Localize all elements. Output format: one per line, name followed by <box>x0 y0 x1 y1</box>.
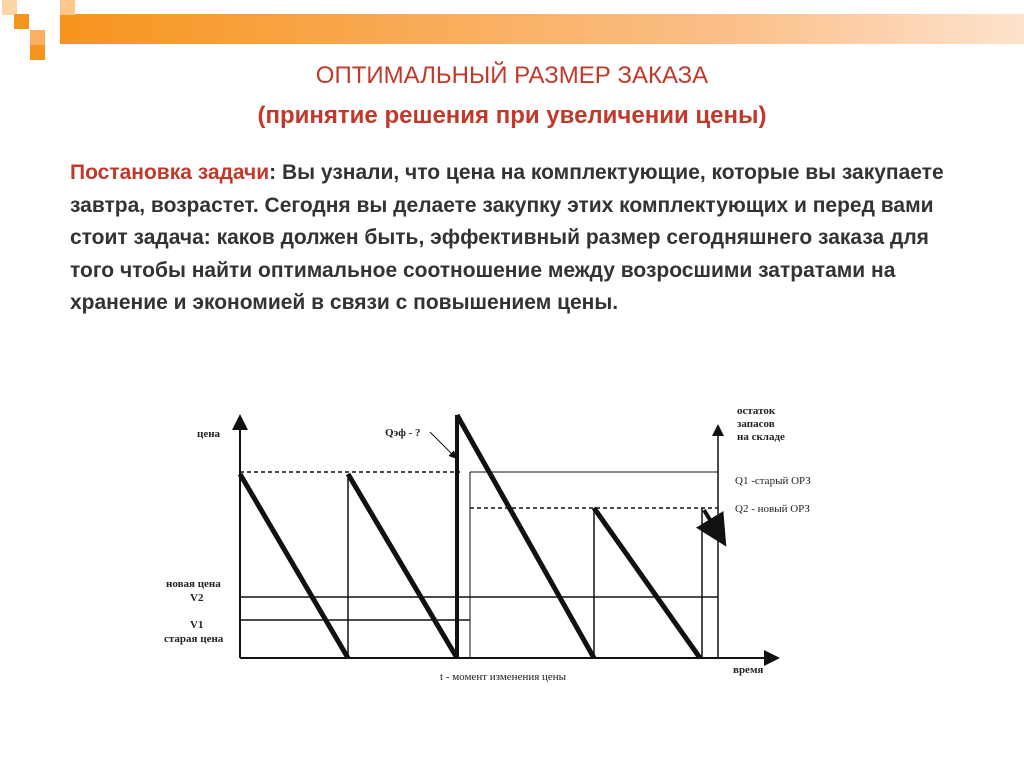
problem-lead: Постановка задачи <box>70 161 270 184</box>
v2-label: V2 <box>190 592 204 604</box>
continuation-arrow <box>704 510 718 533</box>
q-eff-label: Qэф - ? <box>385 427 421 439</box>
q-eff-pointer <box>430 432 454 456</box>
y-right-label: остаток <box>737 405 776 417</box>
y-right-label: на складе <box>737 431 785 443</box>
x-axis-label: время <box>733 664 764 676</box>
old-price-label: старая цена <box>164 633 224 645</box>
new-price-label: новая цена <box>166 578 221 590</box>
y-right-label: запасов <box>737 418 775 430</box>
problem-text: : Вы узнали, что цена на комплектующие, которые вы закупаете завтра, возрастет. Сегодня вы делаете закупку этих комплектующих и перед вами стоит задача: каков должен быть, эффективный размер сегодняшнего заказа для того чтобы найти оптимальное соотношение между возросшими затратами на хранение и экономией в связи с повышением цены. <box>70 161 944 314</box>
v1-label: V1 <box>190 619 204 631</box>
page-subtitle: (принятие решения при увеличении цены) <box>257 102 767 129</box>
q1-label: Q1 -старый ОРЗ <box>735 475 811 487</box>
page-title: ОПТИМАЛЬНЫЙ РАЗМЕР ЗАКАЗА <box>315 62 709 89</box>
t-label: t - момент изменения цены <box>440 671 567 683</box>
y-left-label: цена <box>197 428 221 440</box>
q2-label: Q2 - новый ОРЗ <box>735 503 810 515</box>
